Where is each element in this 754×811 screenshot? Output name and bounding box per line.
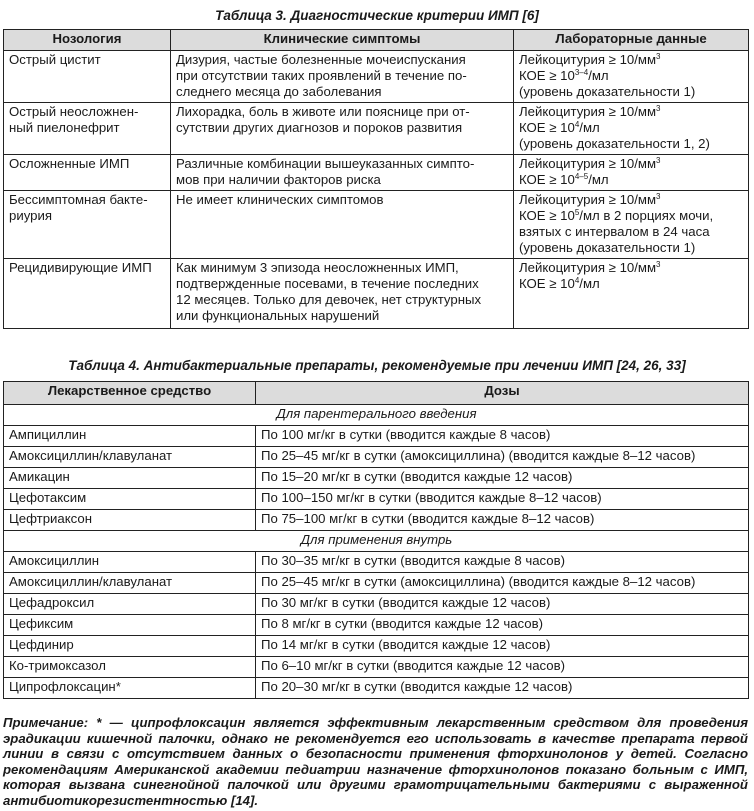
nosology-cell: Острый неосложнен- ный пиелонефрит bbox=[4, 103, 171, 155]
drug-cell: Цефтриаксон bbox=[4, 510, 256, 531]
nosology-cell: Бессимптомная бакте- риурия bbox=[4, 191, 171, 259]
dose-cell: По 100–150 мг/кг в сутки (вводится каждые 8–12 часов) bbox=[256, 489, 749, 510]
table-row bbox=[4, 468, 749, 489]
symptoms-cell: Лихорадка, боль в животе или пояснице при от- сутствии других диагнозов и пороков развития bbox=[171, 103, 514, 155]
dose-cell: По 100 мг/кг в сутки (вводится каждые 8 часов) bbox=[256, 426, 749, 447]
symptoms-cell: Не имеет клинических симптомов bbox=[171, 191, 514, 259]
symptoms-cell: Как минимум 3 эпизода неосложненных ИМП, подтвержденные посевами, в течение последних 12 месяцев. Только для девочек, нет структурных или функциональных нарушений bbox=[171, 259, 514, 329]
dose-cell: По 30–35 мг/кг в сутки (вводится каждые 8 часов) bbox=[256, 552, 749, 573]
table-row bbox=[4, 103, 749, 155]
table-row bbox=[4, 552, 749, 573]
footnote-label: Примечание: bbox=[3, 715, 89, 730]
nosology-cell: Рецидивирующие ИМП bbox=[4, 259, 171, 329]
dose-cell: По 25–45 мг/кг в сутки (амоксициллина) (вводится каждые 8–12 часов) bbox=[256, 447, 749, 468]
footnote-text: * — ципрофлоксацин является эффективным лекарственным средством для проведения эрадикации кишечной палочки, однако не рекомендуется его использовать в качестве препарата первой линии в связи с отсутствием данных о безопасности применения фторхинолонов у детей. Согласно рекомендациям Американской академии педиатрии назначение фторхинолонов показано больным с ИМП, которая вызвана синегнойной палочкой или другими грамотрицательными бактериями с выраженной антибиотикорезистентностью [14]. bbox=[3, 715, 748, 808]
drug-cell: Ко-тримоксазол bbox=[4, 657, 256, 678]
lab-cell: Лейкоцитурия ≥ $10/мм^3$ КОЕ ≥ $10^4/мл$ (уровень доказательности 1, 2) bbox=[514, 103, 749, 155]
table4-caption: Таблица 4. Антибактериальные препараты, рекомендуемые при лечении ИМП [24, 26, 33] bbox=[68, 358, 686, 373]
lab-cell: Лейкоцитурия ≥ $10/мм^3$ КОЕ ≥ $10^4/мл$ bbox=[514, 259, 749, 329]
drug-cell: Амикацин bbox=[4, 468, 256, 489]
lab-cell: Лейкоцитурия ≥ $10/мм^3$ КОЕ ≥ $10^{3-4}/мл$ (уровень доказательности 1) bbox=[514, 51, 749, 103]
column-header-symptoms: Клинические симптомы bbox=[171, 30, 514, 51]
column-header-drug: Лекарственное средство bbox=[4, 382, 256, 405]
drug-cell: Цефдинир bbox=[4, 636, 256, 657]
symptoms-cell: Дизурия, частые болезненные мочеиспускания при отсутствии таких проявлений в течение по- следнего месяца до заболевания bbox=[171, 51, 514, 103]
column-header-dose: Дозы bbox=[256, 382, 749, 405]
dose-cell: По 75–100 мг/кг в сутки (вводится каждые 8–12 часов) bbox=[256, 510, 749, 531]
lab-cell: Лейкоцитурия ≥ $10/мм^3$ КОЕ ≥ $10^{4-5}/мл$ bbox=[514, 155, 749, 191]
table-row bbox=[4, 447, 749, 468]
table-row bbox=[4, 678, 749, 699]
table-row bbox=[4, 489, 749, 510]
table-row bbox=[4, 191, 749, 259]
table-row bbox=[4, 51, 749, 103]
drug-cell: Цефиксим bbox=[4, 615, 256, 636]
column-header-lab: Лабораторные данные bbox=[514, 30, 749, 51]
nosology-cell: Осложненные ИМП bbox=[4, 155, 171, 191]
dose-cell: По 30 мг/кг в сутки (вводится каждые 12 часов) bbox=[256, 594, 749, 615]
dose-cell: По 25–45 мг/кг в сутки (амоксициллина) (вводится каждые 8–12 часов) bbox=[256, 573, 749, 594]
nosology-cell: Острый цистит bbox=[4, 51, 171, 103]
table-footnote bbox=[3, 715, 748, 809]
drug-cell: Ампициллин bbox=[4, 426, 256, 447]
table-row bbox=[4, 615, 749, 636]
column-header-nosology: Нозология bbox=[4, 30, 171, 51]
section-title-oral: Для применения внутрь bbox=[4, 531, 749, 552]
table3-caption: Таблица 3. Диагностические критерии ИМП [6] bbox=[215, 8, 539, 23]
table3-header-row bbox=[4, 30, 749, 51]
table-row bbox=[4, 594, 749, 615]
table-row bbox=[4, 426, 749, 447]
table-row bbox=[4, 259, 749, 329]
diagnostic-criteria-table bbox=[3, 29, 749, 329]
drug-cell: Цефадроксил bbox=[4, 594, 256, 615]
symptoms-cell: Различные комбинации вышеуказанных симпто- мов при наличии факторов риска bbox=[171, 155, 514, 191]
section-title-parenteral: Для парентерального введения bbox=[4, 405, 749, 426]
dose-cell: По 15–20 мг/кг в сутки (вводится каждые 12 часов) bbox=[256, 468, 749, 489]
table-row bbox=[4, 636, 749, 657]
dose-cell: По 6–10 мг/кг в сутки (вводится каждые 12 часов) bbox=[256, 657, 749, 678]
table-row bbox=[4, 573, 749, 594]
drug-cell: Амоксициллин bbox=[4, 552, 256, 573]
drug-cell: Амоксициллин/клавуланат bbox=[4, 447, 256, 468]
section-row bbox=[4, 405, 749, 426]
dose-cell: По 14 мг/кг в сутки (вводится каждые 12 часов) bbox=[256, 636, 749, 657]
dose-cell: По 8 мг/кг в сутки (вводится каждые 12 часов) bbox=[256, 615, 749, 636]
dose-cell: По 20–30 мг/кг в сутки (вводится каждые 12 часов) bbox=[256, 678, 749, 699]
section-row bbox=[4, 531, 749, 552]
antibacterial-drugs-table bbox=[3, 381, 749, 699]
drug-cell: Цефотаксим bbox=[4, 489, 256, 510]
table4-header-row bbox=[4, 382, 749, 405]
lab-cell: Лейкоцитурия ≥ $10/мм^3$ КОЕ ≥ $10^5/мл$ в 2 порциях мочи, взятых с интервалом в 24 часа (уровень доказательности 1) bbox=[514, 191, 749, 259]
drug-cell: Ципрофлоксацин* bbox=[4, 678, 256, 699]
table-row bbox=[4, 657, 749, 678]
table-row bbox=[4, 510, 749, 531]
table-row bbox=[4, 155, 749, 191]
drug-cell: Амоксициллин/клавуланат bbox=[4, 573, 256, 594]
